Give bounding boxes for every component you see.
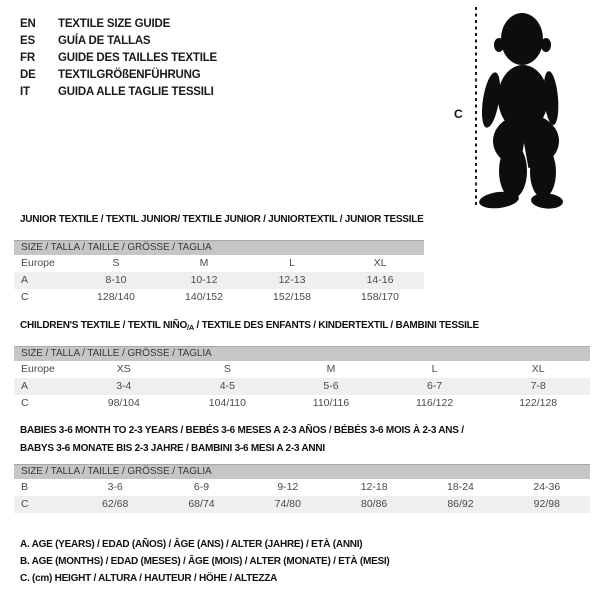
legend-footnotes — [20, 536, 390, 587]
table-row-europe: Europe XS S M L XL — [21, 363, 545, 375]
table-row-height: C 98/104 104/110 110/116 116/122 122/128 — [21, 397, 558, 409]
size-header-bar: SIZE / TALLA / TAILLE / GRÖSSE / TAGLIA — [14, 346, 590, 361]
table-row-height: C 62/68 68/74 74/80 80/86 86/92 92/98 — [14, 496, 590, 513]
table-row-age: A 8-10 10-12 12-13 14-16 — [14, 272, 424, 289]
babies-size-table — [14, 464, 590, 513]
lang-code: EN — [20, 18, 36, 30]
lang-code: IT — [20, 86, 30, 98]
lang-row-it — [20, 84, 217, 101]
lang-label: TEXTILE SIZE GUIDE — [58, 18, 171, 30]
size-header-bar: SIZE / TALLA / TAILLE / GRÖSSE / TAGLIA — [14, 240, 424, 255]
table-row-age-months: B 3-6 6-9 9-12 12-18 18-24 24-36 — [21, 481, 561, 493]
lang-label: GUÍA DE TALLAS — [58, 35, 151, 47]
footnote-height: C. (cm) HEIGHT / ALTURA / HAUTEUR / HÖHE / ALTEZZA — [20, 573, 278, 584]
children-size-table — [14, 346, 590, 412]
lang-label: GUIDE DES TAILLES TEXTILE — [58, 52, 217, 64]
height-measure-label: C — [454, 107, 463, 121]
size-header-bar: SIZE / TALLA / TAILLE / GRÖSSE / TAGLIA — [14, 464, 590, 479]
language-header — [20, 16, 217, 101]
junior-table-title: JUNIOR TEXTILE / TEXTIL JUNIOR/ TEXTILE JUNIOR / JUNIORTEXTIL / JUNIOR TESSILE — [20, 214, 424, 225]
lang-row-en — [20, 16, 217, 33]
table-row-height: C 128/140 140/152 152/158 158/170 — [21, 291, 399, 303]
lang-row-es — [20, 33, 217, 50]
lang-code: ES — [20, 35, 35, 47]
lang-row-fr — [20, 50, 217, 67]
junior-size-table — [14, 240, 424, 306]
baby-silhouette-icon — [477, 8, 567, 209]
footnote-age-years: A. AGE (YEARS) / EDAD (AÑOS) / ÂGE (ANS) / ALTER (JAHRE) / ETÀ (ANNI) — [20, 539, 363, 550]
lang-label: GUIDA ALLE TAGLIE TESSILI — [58, 86, 214, 98]
babies-table-title: BABIES 3-6 MONTH TO 2-3 YEARS / BEBÉS 3-6 MESES A 2-3 AÑOS / BÉBÉS 3-6 MOIS À 2-3 ANS / BABYS 3-6 MONATE BIS 2-3 JAHRE / BAMBINI 3-6 MESI A 2-3 ANNI — [20, 425, 464, 454]
table-row-age: A 3-4 4-5 5-6 6-7 7-8 — [14, 378, 590, 395]
lang-label: TEXTILGRÖßENFÜHRUNG — [58, 69, 201, 81]
baby-figure-area — [440, 0, 600, 220]
lang-code: FR — [20, 52, 35, 64]
lang-row-de — [20, 67, 217, 84]
lang-code: DE — [20, 69, 36, 81]
table-row-europe: Europe S M L XL — [21, 257, 387, 269]
children-table-title: CHILDREN'S TEXTILE / TEXTIL $NIÑO_{/A}$ / TEXTILE DES ENFANTS / KINDERTEXTIL / BAMBINI TESSILE — [20, 320, 479, 332]
footnote-age-months: B. AGE (MONTHS) / EDAD (MESES) / ÂGE (MOIS) / ALTER (MONATE) / ETÀ (MESI) — [20, 556, 390, 567]
